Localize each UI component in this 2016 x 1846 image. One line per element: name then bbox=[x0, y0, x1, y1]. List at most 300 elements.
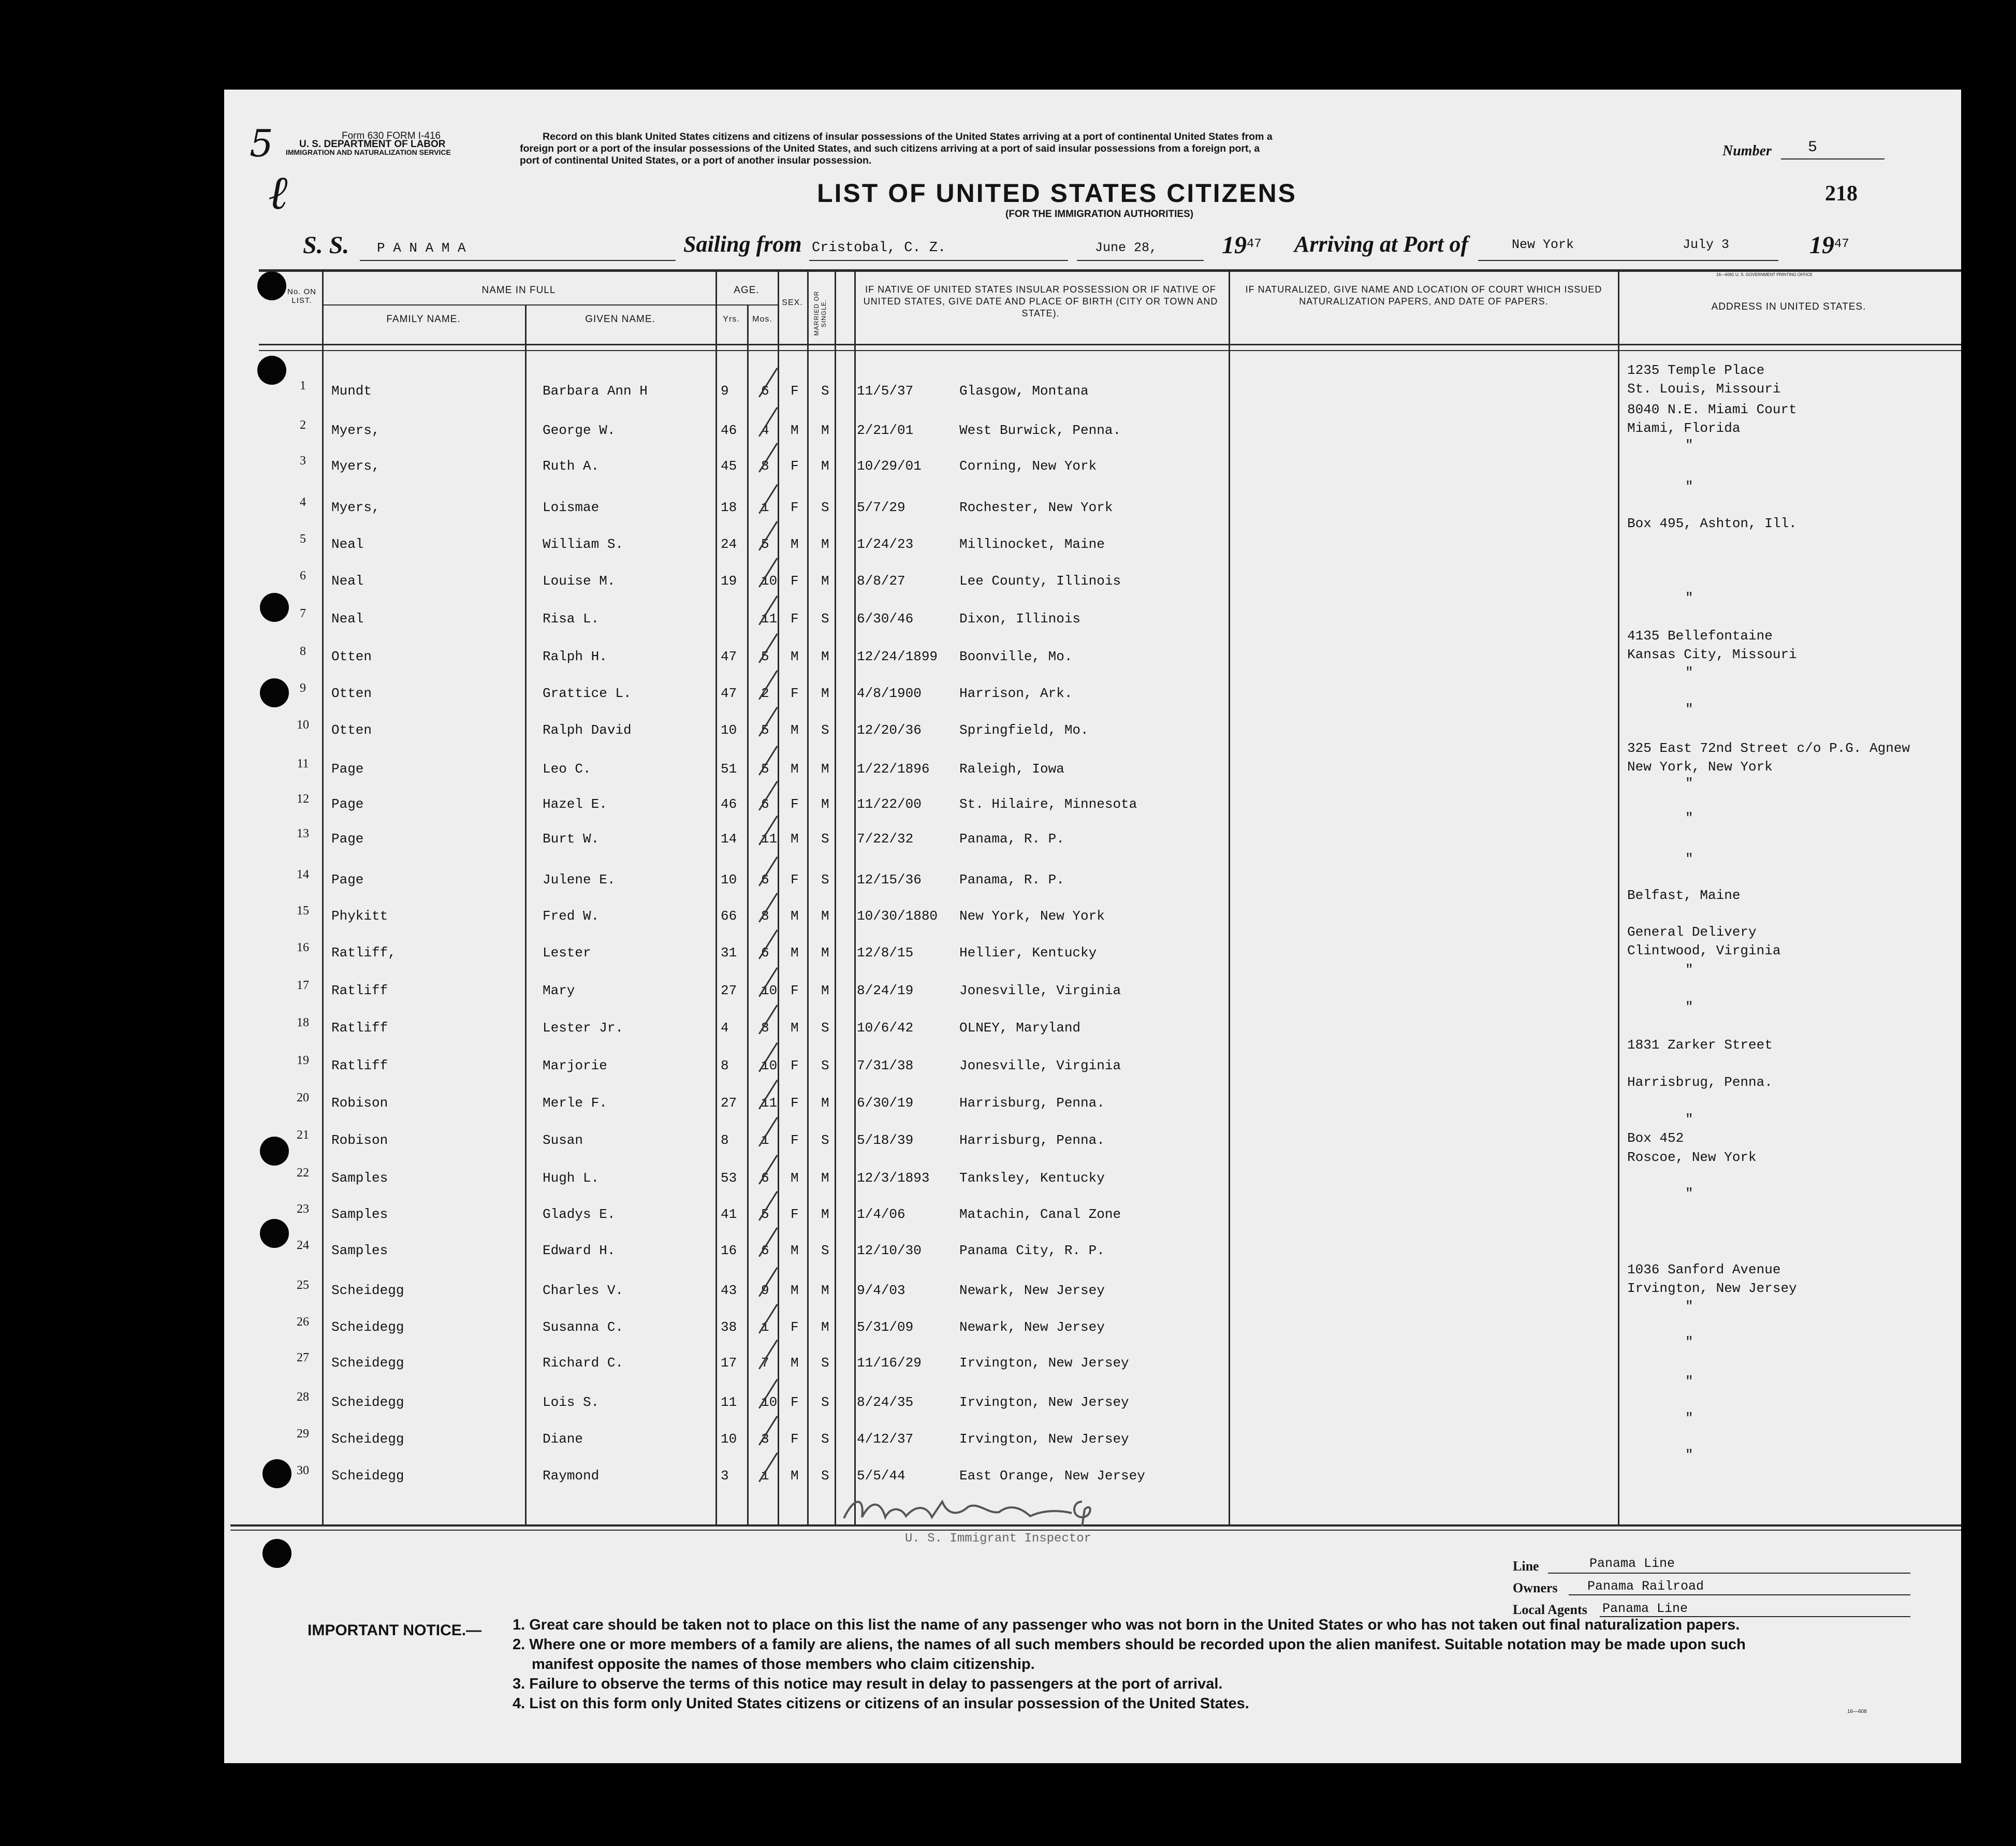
passenger-birth-place: Jonesville, Virginia bbox=[959, 1058, 1121, 1073]
passenger-age-years: 10 bbox=[721, 872, 737, 888]
passenger-age-months: 5 bbox=[761, 761, 769, 777]
ship-name: P A N A M A bbox=[377, 240, 466, 256]
header-age: AGE. bbox=[734, 285, 759, 296]
passenger-birth-date: 12/24/1899 bbox=[857, 649, 938, 664]
passenger-sex: M bbox=[791, 1468, 799, 1484]
passenger-age-years: 10 bbox=[721, 1431, 737, 1447]
ship-underline bbox=[360, 260, 676, 261]
passenger-row-number: 22 bbox=[297, 1166, 309, 1180]
passenger-birth-place: Jonesville, Virginia bbox=[959, 983, 1121, 998]
passenger-row-number: 2 bbox=[300, 418, 306, 432]
passenger-address-line-2: Miami, Florida bbox=[1627, 420, 1741, 436]
passenger-given-name: Leo C. bbox=[543, 761, 591, 777]
passenger-age-years: 46 bbox=[721, 796, 737, 812]
number-underline bbox=[1781, 158, 1884, 159]
passenger-birth-place: New York, New York bbox=[959, 908, 1105, 924]
passenger-address-line-2: Irvington, New Jersey bbox=[1627, 1281, 1797, 1296]
sailing-year: 47 bbox=[1247, 237, 1262, 251]
passenger-family-name: Samples bbox=[331, 1170, 388, 1186]
passenger-row-number: 11 bbox=[297, 757, 309, 771]
passenger-age-years: 27 bbox=[721, 1095, 737, 1111]
passenger-row-number: 24 bbox=[297, 1239, 309, 1252]
sheet-number: 218 bbox=[1825, 182, 1858, 206]
printer-note: 16—6081 U. S. GOVERNMENT PRINTING OFFICE bbox=[1716, 272, 1813, 277]
passenger-sex: M bbox=[791, 761, 799, 777]
passenger-age-years: 8 bbox=[721, 1058, 729, 1073]
passenger-sex: F bbox=[791, 500, 799, 515]
passenger-age-years: 31 bbox=[721, 945, 737, 961]
passenger-family-name: Page bbox=[331, 761, 364, 777]
passenger-birth-place: Harrison, Ark. bbox=[959, 686, 1073, 701]
passenger-age-years: 47 bbox=[721, 649, 737, 664]
passenger-marital-status: S bbox=[821, 1020, 829, 1036]
passenger-given-name: Ralph H. bbox=[543, 649, 607, 664]
passenger-sex: M bbox=[791, 536, 799, 552]
header-bottom-rule-2 bbox=[259, 350, 1961, 351]
arrival-port: New York bbox=[1512, 237, 1574, 252]
passenger-age-months: 6 bbox=[761, 1170, 769, 1186]
passenger-family-name: Otten bbox=[331, 686, 372, 701]
col-divider bbox=[747, 304, 749, 1525]
passenger-birth-date: 5/31/09 bbox=[857, 1319, 914, 1335]
header-naturalized: IF NATURALIZED, GIVE NAME AND LOCATION OF COURT WHICH ISSUED NATURALIZATION PAPERS, AND DATE OF PAPERS. bbox=[1245, 284, 1602, 307]
passenger-family-name: Ratliff bbox=[331, 983, 388, 998]
passenger-given-name: Hugh L. bbox=[543, 1170, 600, 1186]
notice-item-2a: 2. Where one or more members of a family are aliens, the names of all such members should be recorded upon the alien manifest. Suitable notation may be made upon such bbox=[513, 1636, 1746, 1653]
passenger-birth-date: 4/12/37 bbox=[857, 1431, 914, 1447]
passenger-family-name: Samples bbox=[331, 1207, 388, 1222]
sailing-date-underline bbox=[1077, 260, 1204, 261]
passenger-age-years: 66 bbox=[721, 908, 737, 924]
passenger-family-name: Robison bbox=[331, 1132, 388, 1148]
line-underline bbox=[1548, 1573, 1910, 1574]
passenger-sex: F bbox=[791, 1431, 799, 1447]
passenger-marital-status: M bbox=[821, 536, 829, 552]
passenger-age-years: 24 bbox=[721, 536, 737, 552]
sailing-label: Sailing from bbox=[683, 231, 802, 257]
service: IMMIGRATION AND NATURALIZATION SERVICE bbox=[286, 148, 451, 156]
passenger-birth-date: 6/30/19 bbox=[857, 1095, 914, 1111]
passenger-marital-status: M bbox=[821, 458, 829, 474]
passenger-address-line-2: Clintwood, Virginia bbox=[1627, 943, 1781, 958]
passenger-given-name: Diane bbox=[543, 1431, 583, 1447]
passenger-birth-date: 4/8/1900 bbox=[857, 686, 922, 701]
passenger-family-name: Page bbox=[331, 872, 364, 888]
passenger-address: " bbox=[1685, 1334, 1693, 1350]
passenger-sex: F bbox=[791, 1319, 799, 1335]
header-sex: SEX. bbox=[782, 298, 803, 307]
owners-underline bbox=[1569, 1594, 1910, 1595]
passenger-row-number: 12 bbox=[297, 792, 309, 806]
passenger-marital-status: S bbox=[821, 611, 829, 627]
passenger-birth-place: Boonville, Mo. bbox=[959, 649, 1073, 664]
passenger-sex: F bbox=[791, 1394, 799, 1410]
passenger-age-years: 19 bbox=[721, 573, 737, 589]
passenger-address: " bbox=[1685, 776, 1693, 791]
passenger-birth-place: Irvington, New Jersey bbox=[959, 1394, 1129, 1410]
passenger-sex: F bbox=[791, 383, 799, 399]
passenger-given-name: Raymond bbox=[543, 1468, 600, 1484]
passenger-row-number: 4 bbox=[300, 496, 306, 509]
line-value: Panama Line bbox=[1589, 1556, 1675, 1571]
header-given-name: GIVEN NAME. bbox=[585, 314, 655, 325]
passenger-birth-place: East Orange, New Jersey bbox=[959, 1468, 1145, 1484]
passenger-birth-date: 2/21/01 bbox=[857, 423, 914, 438]
punch-hole bbox=[260, 1137, 289, 1166]
passenger-age-years: 45 bbox=[721, 458, 737, 474]
passenger-birth-date: 6/30/46 bbox=[857, 611, 914, 627]
passenger-age-years: 41 bbox=[721, 1207, 737, 1222]
passenger-marital-status: S bbox=[821, 1355, 829, 1371]
passenger-sex: F bbox=[791, 872, 799, 888]
passenger-marital-status: M bbox=[821, 908, 829, 924]
passenger-family-name: Myers, bbox=[331, 500, 380, 515]
passenger-marital-status: S bbox=[821, 1058, 829, 1073]
department: U. S. DEPARTMENT OF LABOR bbox=[299, 139, 446, 150]
passenger-row-number: 25 bbox=[297, 1278, 309, 1292]
passenger-birth-date: 11/22/00 bbox=[857, 796, 922, 812]
passenger-sex: F bbox=[791, 1132, 799, 1148]
passenger-address: " bbox=[1685, 999, 1693, 1015]
passenger-address-line-2: Kansas City, Missouri bbox=[1627, 647, 1797, 662]
passenger-birth-date: 8/24/19 bbox=[857, 983, 914, 998]
passenger-age-months: 2 bbox=[761, 686, 769, 701]
sailing-from-underline bbox=[809, 260, 1068, 261]
passenger-birth-date: 5/7/29 bbox=[857, 500, 905, 515]
passenger-birth-date: 12/3/1893 bbox=[857, 1170, 930, 1186]
passenger-age-months: 10 bbox=[761, 1058, 778, 1073]
passenger-sex: M bbox=[791, 423, 799, 438]
arrival-year-prefix: 19 bbox=[1809, 231, 1834, 259]
passenger-row-number: 21 bbox=[297, 1128, 309, 1142]
passenger-age-years: 11 bbox=[721, 1394, 737, 1410]
passenger-age-years: 16 bbox=[721, 1243, 737, 1258]
passenger-age-years: 43 bbox=[721, 1283, 737, 1298]
passenger-address: Roscoe, New York bbox=[1627, 1150, 1757, 1165]
notice-item-2b: manifest opposite the names of those members who claim citizenship. bbox=[532, 1656, 1035, 1673]
passenger-address: 1235 Temple Place bbox=[1627, 362, 1765, 378]
passenger-birth-date: 12/8/15 bbox=[857, 945, 914, 961]
passenger-birth-date: 12/10/30 bbox=[857, 1243, 922, 1258]
passenger-age-months: 5 bbox=[761, 536, 769, 552]
passenger-address-line-2: Box 452 bbox=[1627, 1130, 1684, 1146]
passenger-age-years: 51 bbox=[721, 761, 737, 777]
passenger-family-name: Neal bbox=[331, 573, 364, 589]
passenger-given-name: Gladys E. bbox=[543, 1207, 616, 1222]
col-divider bbox=[525, 304, 527, 1525]
header-native: IF NATIVE OF UNITED STATES INSULAR POSSESSION OR IF NATIVE OF UNITED STATES, GIVE DATE AND PLACE OF BIRTH (CITY OR TOWN AND STATE). bbox=[863, 284, 1218, 318]
passenger-marital-status: M bbox=[821, 1283, 829, 1298]
header-yrs: Yrs. bbox=[723, 315, 740, 324]
passenger-address: " bbox=[1685, 1186, 1693, 1201]
passenger-sex: F bbox=[791, 458, 799, 474]
header-bottom-rule bbox=[259, 344, 1961, 345]
passenger-row-number: 30 bbox=[297, 1464, 309, 1477]
passenger-family-name: Scheidegg bbox=[331, 1431, 404, 1447]
passenger-age-months: 11 bbox=[761, 1095, 778, 1111]
passenger-birth-date: 8/8/27 bbox=[857, 573, 905, 589]
passenger-address: " bbox=[1685, 1374, 1693, 1389]
passenger-age-months: 8 bbox=[761, 1020, 769, 1036]
passenger-row-number: 7 bbox=[300, 607, 306, 620]
passenger-family-name: Myers, bbox=[331, 423, 380, 438]
passenger-marital-status: M bbox=[821, 423, 829, 438]
notice-item-4: 4. List on this form only United States citizens or citizens of an insular possession of the United States. bbox=[513, 1695, 1249, 1712]
inspector-signature bbox=[839, 1491, 1129, 1522]
passenger-marital-status: S bbox=[821, 872, 829, 888]
passenger-birth-place: Newark, New Jersey bbox=[959, 1283, 1105, 1298]
passenger-age-months: 6 bbox=[761, 872, 769, 888]
arrival-date: July 3 bbox=[1683, 237, 1730, 252]
passenger-age-months: 10 bbox=[761, 983, 778, 998]
col-divider bbox=[322, 269, 324, 1525]
passenger-sex: F bbox=[791, 573, 799, 589]
passenger-sex: F bbox=[791, 983, 799, 998]
passenger-age-months: 5 bbox=[761, 1207, 769, 1222]
passenger-row-number: 23 bbox=[297, 1202, 309, 1216]
passenger-marital-status: M bbox=[821, 983, 829, 998]
passenger-sex: F bbox=[791, 1058, 799, 1073]
passenger-row-number: 16 bbox=[297, 941, 309, 954]
arrival-underline bbox=[1478, 260, 1778, 261]
passenger-marital-status: S bbox=[821, 1468, 829, 1484]
passenger-sex: M bbox=[791, 1355, 799, 1371]
header-address: ADDRESS IN UNITED STATES. bbox=[1711, 301, 1866, 312]
passenger-age-years: 18 bbox=[721, 500, 737, 515]
passenger-age-months: 10 bbox=[761, 1394, 778, 1410]
passenger-given-name: Edward H. bbox=[543, 1243, 616, 1258]
passenger-family-name: Phykitt bbox=[331, 908, 388, 924]
passenger-birth-place: Irvington, New Jersey bbox=[959, 1431, 1129, 1447]
col-divider bbox=[1618, 269, 1619, 1525]
line-label: Line bbox=[1513, 1559, 1539, 1574]
table-bottom-rule-2 bbox=[230, 1530, 1961, 1531]
passenger-row-number: 13 bbox=[297, 827, 309, 840]
passenger-age-months: 10 bbox=[761, 573, 778, 589]
passenger-age-months: 5 bbox=[761, 649, 769, 664]
punch-hole bbox=[257, 356, 286, 385]
passenger-family-name: Samples bbox=[331, 1243, 388, 1258]
passenger-birth-place: Matachin, Canal Zone bbox=[959, 1207, 1121, 1222]
margin-number: 5 bbox=[250, 122, 273, 165]
col-divider bbox=[1229, 269, 1230, 1525]
passenger-age-years: 8 bbox=[721, 1132, 729, 1148]
instruction-line-2: foreign port or a port of the insular possessions of the United States, and such citizens arriving at a port of said insular possessions from a foreign port, a bbox=[520, 143, 1260, 154]
passenger-given-name: Ralph David bbox=[543, 722, 632, 738]
passenger-row-number: 5 bbox=[300, 532, 306, 546]
passenger-age-months: 6 bbox=[761, 383, 769, 399]
passenger-address: 1036 Sanford Avenue bbox=[1627, 1262, 1781, 1277]
passenger-row-number: 26 bbox=[297, 1315, 309, 1329]
passenger-birth-place: Irvington, New Jersey bbox=[959, 1355, 1129, 1371]
passenger-birth-date: 10/6/42 bbox=[857, 1020, 914, 1036]
passenger-family-name: Neal bbox=[331, 611, 364, 627]
passenger-birth-date: 12/15/36 bbox=[857, 872, 922, 888]
passenger-age-months: 1 bbox=[761, 1132, 769, 1148]
passenger-sex: M bbox=[791, 722, 799, 738]
passenger-marital-status: M bbox=[821, 761, 829, 777]
passenger-birth-place: Rochester, New York bbox=[959, 500, 1113, 515]
passenger-age-years: 46 bbox=[721, 423, 737, 438]
passenger-given-name: Grattice L. bbox=[543, 686, 632, 701]
passenger-birth-place: Corning, New York bbox=[959, 458, 1097, 474]
passenger-age-years: 53 bbox=[721, 1170, 737, 1186]
passenger-address: " bbox=[1685, 1112, 1693, 1127]
passenger-address: " bbox=[1685, 1299, 1693, 1314]
passenger-marital-status: S bbox=[821, 1243, 829, 1258]
footer-code: 16—608 bbox=[1847, 1709, 1867, 1714]
passenger-birth-date: 10/29/01 bbox=[857, 458, 922, 474]
passenger-family-name: Myers, bbox=[331, 458, 380, 474]
passenger-family-name: Page bbox=[331, 796, 364, 812]
passenger-family-name: Ratliff, bbox=[331, 945, 396, 961]
passenger-row-number: 29 bbox=[297, 1427, 309, 1441]
passenger-birth-place: St. Hilaire, Minnesota bbox=[959, 796, 1137, 812]
passenger-marital-status: M bbox=[821, 686, 829, 701]
passenger-row-number: 17 bbox=[297, 979, 309, 992]
passenger-row-number: 15 bbox=[297, 904, 309, 918]
passenger-birth-date: 5/5/44 bbox=[857, 1468, 905, 1484]
passenger-age-months: 1 bbox=[761, 1319, 769, 1335]
passenger-address: " bbox=[1685, 438, 1693, 453]
passenger-family-name: Scheidegg bbox=[331, 1394, 404, 1410]
passenger-address: " bbox=[1685, 479, 1693, 495]
passenger-age-years: 3 bbox=[721, 1468, 729, 1484]
passenger-given-name: Loismae bbox=[543, 500, 600, 515]
notice-item-1: 1. Great care should be taken not to place on this list the name of any passenger who was not born in the United States or who has not taken out final naturalization papers. bbox=[513, 1617, 1740, 1633]
page-title: LIST OF UNITED STATES CITIZENS bbox=[817, 179, 1297, 208]
passenger-age-months: 1 bbox=[761, 1468, 769, 1484]
passenger-birth-place: Springfield, Mo. bbox=[959, 722, 1089, 738]
passenger-sex: F bbox=[791, 796, 799, 812]
passenger-sex: F bbox=[791, 611, 799, 627]
passenger-age-months: 5 bbox=[761, 722, 769, 738]
passenger-marital-status: M bbox=[821, 1319, 829, 1335]
passenger-birth-place: West Burwick, Penna. bbox=[959, 423, 1121, 438]
passenger-birth-place: Raleigh, Iowa bbox=[959, 761, 1064, 777]
passenger-age-years: 14 bbox=[721, 831, 737, 847]
passenger-given-name: Hazel E. bbox=[543, 796, 607, 812]
passenger-marital-status: S bbox=[821, 831, 829, 847]
passenger-marital-status: S bbox=[821, 1394, 829, 1410]
passenger-address-line-2: St. Louis, Missouri bbox=[1627, 381, 1781, 397]
passenger-birth-place: OLNEY, Maryland bbox=[959, 1020, 1081, 1036]
passenger-address: 4135 Bellefontaine bbox=[1627, 628, 1773, 644]
passenger-row-number: 18 bbox=[297, 1016, 309, 1029]
passenger-age-months: 11 bbox=[761, 831, 778, 847]
passenger-family-name: Scheidegg bbox=[331, 1355, 404, 1371]
owners-label: Owners bbox=[1513, 1580, 1558, 1595]
punch-hole bbox=[260, 593, 289, 622]
passenger-family-name: Robison bbox=[331, 1095, 388, 1111]
passenger-row-number: 1 bbox=[300, 379, 306, 393]
passenger-sex: F bbox=[791, 1095, 799, 1111]
passenger-family-name: Scheidegg bbox=[331, 1468, 404, 1484]
passenger-birth-place: Millinocket, Maine bbox=[959, 536, 1105, 552]
passenger-age-months: 1 bbox=[761, 500, 769, 515]
passenger-given-name: Lester Jr. bbox=[543, 1020, 624, 1036]
passenger-address: " bbox=[1685, 590, 1693, 606]
passenger-family-name: Neal bbox=[331, 536, 364, 552]
passenger-sex: M bbox=[791, 831, 799, 847]
passenger-age-months: 8 bbox=[761, 458, 769, 474]
passenger-marital-status: S bbox=[821, 1132, 829, 1148]
passenger-address: " bbox=[1685, 851, 1693, 867]
passenger-birth-place: Dixon, Illinois bbox=[959, 611, 1081, 627]
passenger-given-name: Merle F. bbox=[543, 1095, 607, 1111]
passenger-sex: F bbox=[791, 686, 799, 701]
punch-hole bbox=[260, 678, 289, 707]
passenger-given-name: Burt W. bbox=[543, 831, 600, 847]
sailing-date: June 28, bbox=[1095, 240, 1158, 255]
passenger-birth-date: 1/22/1896 bbox=[857, 761, 930, 777]
sailing-from: Cristobal, C. Z. bbox=[812, 240, 946, 256]
passenger-sex: M bbox=[791, 649, 799, 664]
passenger-birth-date: 1/4/06 bbox=[857, 1207, 905, 1222]
passenger-row-number: 14 bbox=[297, 868, 309, 881]
passenger-given-name: Lois S. bbox=[543, 1394, 600, 1410]
passenger-birth-place: Lee County, Illinois bbox=[959, 573, 1121, 589]
age-header-rule bbox=[715, 304, 778, 306]
passenger-marital-status: M bbox=[821, 1095, 829, 1111]
ss-label: S. S. bbox=[303, 231, 349, 259]
passenger-age-months: 7 bbox=[761, 1355, 769, 1371]
passenger-address: " bbox=[1685, 702, 1693, 717]
passenger-age-years: 9 bbox=[721, 383, 729, 399]
header-family-name: FAMILY NAME. bbox=[386, 314, 461, 325]
passenger-given-name: Susanna C. bbox=[543, 1319, 624, 1335]
margin-checkmark: ℓ bbox=[268, 166, 288, 220]
punch-hole bbox=[262, 1539, 291, 1568]
punch-hole bbox=[257, 271, 286, 300]
passenger-birth-place: Hellier, Kentucky bbox=[959, 945, 1097, 961]
arrival-year: 47 bbox=[1834, 237, 1849, 251]
passenger-family-name: Scheidegg bbox=[331, 1283, 404, 1298]
passenger-address: 325 East 72nd Street c/o P.G. Agnew bbox=[1627, 740, 1910, 756]
passenger-given-name: Marjorie bbox=[543, 1058, 607, 1073]
passenger-marital-status: M bbox=[821, 649, 829, 664]
agents-label: Local Agents bbox=[1513, 1602, 1587, 1617]
passenger-marital-status: S bbox=[821, 383, 829, 399]
passenger-address: Harrisbrug, Penna. bbox=[1627, 1074, 1773, 1090]
passenger-birth-date: 11/16/29 bbox=[857, 1355, 922, 1371]
passenger-address: " bbox=[1685, 665, 1693, 680]
passenger-address: General Delivery bbox=[1627, 924, 1757, 940]
passenger-given-name: Risa L. bbox=[543, 611, 600, 627]
passenger-row-number: 20 bbox=[297, 1091, 309, 1104]
passenger-age-months: 6 bbox=[761, 945, 769, 961]
passenger-row-number: 19 bbox=[297, 1054, 309, 1067]
passenger-birth-place: Harrisburg, Penna. bbox=[959, 1095, 1105, 1111]
passenger-birth-place: Panama, R. P. bbox=[959, 831, 1064, 847]
passenger-given-name: Mary bbox=[543, 983, 575, 998]
passenger-given-name: Julene E. bbox=[543, 872, 616, 888]
passenger-given-name: William S. bbox=[543, 536, 624, 552]
punch-hole bbox=[262, 1459, 291, 1488]
passenger-row-number: 9 bbox=[300, 681, 306, 695]
passenger-address: Belfast, Maine bbox=[1627, 888, 1741, 903]
passenger-sex: M bbox=[791, 945, 799, 961]
passenger-birth-date: 8/24/35 bbox=[857, 1394, 914, 1410]
number-value: 5 bbox=[1808, 139, 1818, 156]
agents-value: Panama Line bbox=[1602, 1601, 1688, 1616]
passenger-family-name: Ratliff bbox=[331, 1020, 388, 1036]
passenger-row-number: 8 bbox=[300, 645, 306, 658]
passenger-birth-place: Newark, New Jersey bbox=[959, 1319, 1105, 1335]
notice-item-3: 3. Failure to observe the terms of this notice may result in delay to passengers at the port of arrival. bbox=[513, 1676, 1223, 1692]
passenger-row-number: 6 bbox=[300, 569, 306, 583]
owners-value: Panama Railroad bbox=[1587, 1579, 1704, 1594]
